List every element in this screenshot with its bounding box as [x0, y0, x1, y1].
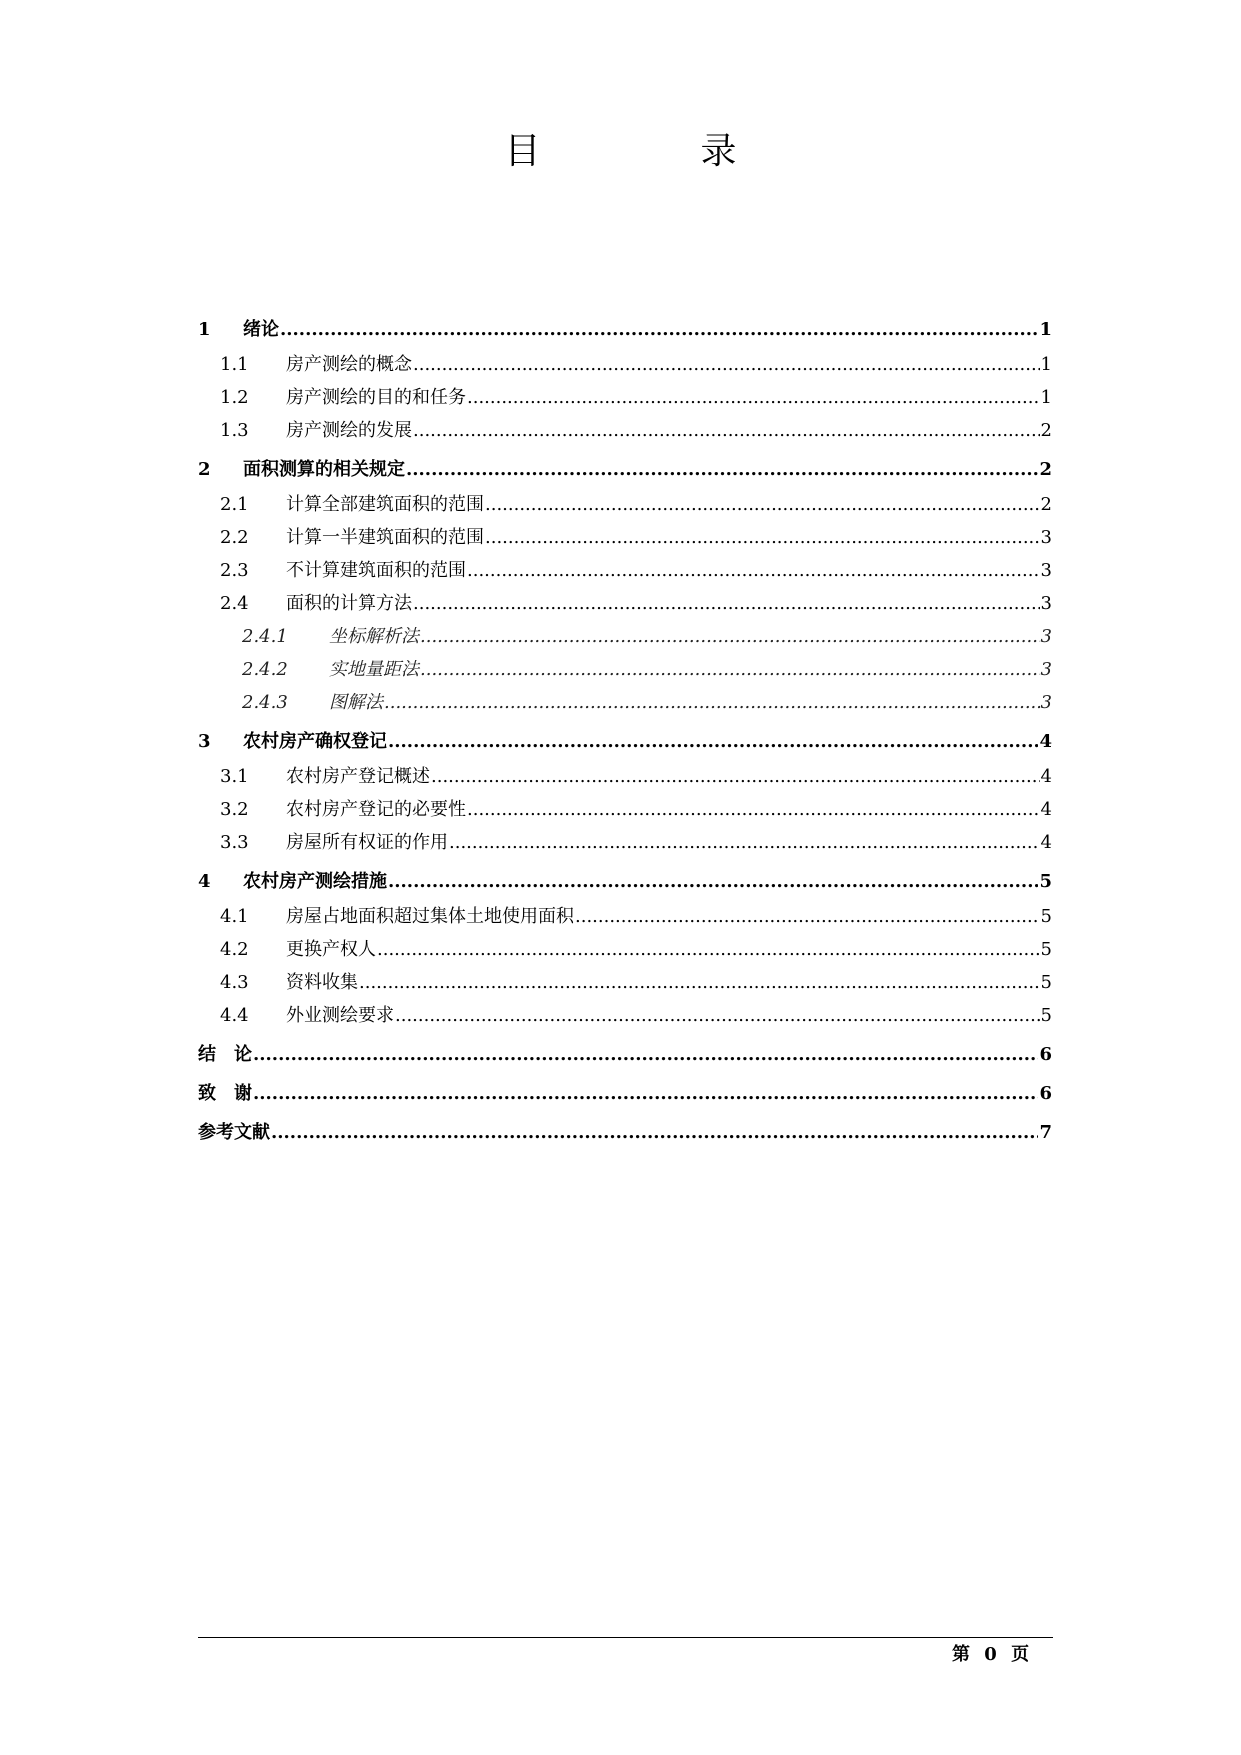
toc-entry[interactable]	[198, 795, 1052, 828]
toc-entry-number: 2.4	[220, 593, 249, 614]
toc-dot-leader	[384, 692, 1040, 713]
toc-entry-title: 农村房产登记概述	[286, 766, 430, 787]
toc-entry-page: 3	[1040, 593, 1052, 614]
toc-entry-page: 3	[1040, 560, 1052, 581]
toc-entry-title: 农村房产确权登记	[243, 731, 387, 752]
footer-page-number: 0	[984, 1644, 997, 1665]
toc-dot-leader	[413, 593, 1040, 614]
toc-entry-title: 资料收集	[286, 972, 358, 993]
toc-entry-page: 2	[1039, 459, 1052, 480]
page-title: 目 录	[504, 131, 799, 172]
toc-entry-page: 5	[1039, 871, 1052, 892]
toc-entry-page: 5	[1040, 1005, 1052, 1026]
toc-entry-page: 4	[1040, 832, 1052, 853]
toc-entry-number: 2.3	[220, 560, 249, 581]
toc-entry-number: 2.4.3	[242, 692, 288, 713]
toc-dot-leader	[388, 731, 1038, 752]
toc-entry-number: 1.1	[220, 354, 249, 375]
toc-dot-leader	[253, 1044, 1038, 1065]
toc-entry-page: 3	[1040, 692, 1052, 713]
toc-entry-page: 4	[1039, 731, 1052, 752]
toc-entry-number: 4.3	[220, 972, 249, 993]
toc-entry-page: 3	[1040, 659, 1052, 680]
toc-entry[interactable]	[198, 935, 1052, 968]
toc-dot-leader	[359, 972, 1040, 993]
toc-entry-title: 更换产权人	[286, 939, 376, 960]
toc-entry-title: 房屋所有权证的作用	[286, 832, 448, 853]
toc-dot-leader	[420, 659, 1040, 680]
toc-entry[interactable]	[198, 867, 1052, 900]
toc-entry-page: 7	[1039, 1122, 1052, 1143]
toc-dot-leader	[253, 1083, 1038, 1104]
toc-dot-leader	[467, 387, 1040, 408]
toc-dot-leader	[431, 766, 1040, 787]
toc-entry-page: 5	[1040, 972, 1052, 993]
toc-dot-leader	[280, 319, 1038, 340]
toc-dot-leader	[413, 354, 1040, 375]
toc-entry-title: 农村房产测绘措施	[243, 871, 387, 892]
toc-entry-title: 结 论	[198, 1044, 252, 1065]
toc-entry[interactable]	[198, 383, 1052, 416]
toc-entry[interactable]	[198, 1040, 1052, 1073]
toc-entry[interactable]	[198, 727, 1052, 760]
toc-entry[interactable]	[198, 622, 1052, 655]
toc-entry-title: 不计算建筑面积的范围	[286, 560, 466, 581]
toc-entry-page: 6	[1039, 1044, 1052, 1065]
toc-entry-number: 1.3	[220, 420, 249, 441]
toc-entry-page: 2	[1040, 494, 1052, 515]
toc-entry[interactable]	[198, 968, 1052, 1001]
toc-entry-page: 3	[1040, 527, 1052, 548]
table-of-contents	[198, 309, 1052, 1151]
toc-entry-number: 3	[198, 731, 211, 752]
toc-entry-number: 2	[198, 459, 211, 480]
toc-dot-leader	[575, 906, 1040, 927]
toc-entry[interactable]	[198, 762, 1052, 795]
toc-entry[interactable]	[198, 688, 1052, 721]
toc-entry[interactable]	[198, 1001, 1052, 1034]
toc-entry-page: 1	[1040, 354, 1052, 375]
toc-entry[interactable]	[198, 1079, 1052, 1112]
toc-entry-number: 4	[198, 871, 211, 892]
toc-entry[interactable]	[198, 902, 1052, 935]
toc-entry-number: 2.1	[220, 494, 249, 515]
toc-entry-number: 1	[198, 319, 211, 340]
toc-entry[interactable]	[198, 556, 1052, 589]
footer-divider	[198, 1637, 1053, 1638]
toc-entry-title: 面积测算的相关规定	[243, 459, 405, 480]
toc-entry-title: 绪论	[243, 319, 279, 340]
toc-entry-page: 5	[1040, 939, 1052, 960]
footer-prefix: 第	[952, 1644, 970, 1665]
toc-dot-leader	[413, 420, 1040, 441]
toc-entry-title: 致 谢	[198, 1083, 252, 1104]
toc-entry-number: 4.1	[220, 906, 249, 927]
toc-entry-page: 4	[1040, 799, 1052, 820]
toc-entry-page: 6	[1039, 1083, 1052, 1104]
toc-entry-number: 3.3	[220, 832, 249, 853]
toc-entry-title: 图解法	[329, 692, 383, 713]
toc-entry[interactable]	[198, 828, 1052, 861]
toc-dot-leader	[377, 939, 1040, 960]
toc-entry-page: 5	[1040, 906, 1052, 927]
toc-entry[interactable]	[198, 589, 1052, 622]
toc-entry[interactable]	[198, 315, 1052, 348]
toc-entry-number: 2.2	[220, 527, 249, 548]
toc-entry-title: 外业测绘要求	[286, 1005, 394, 1026]
toc-dot-leader	[420, 626, 1040, 647]
toc-entry-number: 1.2	[220, 387, 249, 408]
toc-entry-title: 面积的计算方法	[286, 593, 412, 614]
toc-entry-title: 参考文献	[198, 1122, 270, 1143]
toc-entry-number: 3.2	[220, 799, 249, 820]
toc-entry-page: 4	[1040, 766, 1052, 787]
toc-entry-title: 房屋占地面积超过集体土地使用面积	[286, 906, 574, 927]
toc-dot-leader	[467, 560, 1040, 581]
toc-dot-leader	[388, 871, 1038, 892]
toc-entry[interactable]	[198, 350, 1052, 383]
toc-dot-leader	[485, 527, 1040, 548]
toc-entry-page: 1	[1040, 387, 1052, 408]
toc-dot-leader	[485, 494, 1040, 515]
toc-entry-page: 1	[1039, 319, 1052, 340]
toc-entry-number: 3.1	[220, 766, 249, 787]
page-footer	[952, 1640, 1029, 1666]
toc-entry-title: 房产测绘的概念	[286, 354, 412, 375]
toc-dot-leader	[395, 1005, 1040, 1026]
toc-entry-number: 4.4	[220, 1005, 249, 1026]
toc-entry-title: 计算一半建筑面积的范围	[286, 527, 484, 548]
toc-dot-leader	[406, 459, 1038, 480]
toc-dot-leader	[449, 832, 1040, 853]
toc-entry-title: 坐标解析法	[329, 626, 419, 647]
toc-entry[interactable]	[198, 455, 1052, 488]
toc-entry-number: 4.2	[220, 939, 249, 960]
footer-suffix: 页	[1011, 1644, 1030, 1665]
toc-dot-leader	[271, 1122, 1038, 1143]
toc-entry-title: 房产测绘的目的和任务	[286, 387, 466, 408]
toc-entry[interactable]	[198, 523, 1052, 556]
toc-entry-title: 农村房产登记的必要性	[286, 799, 466, 820]
toc-entry-title: 实地量距法	[329, 659, 419, 680]
toc-dot-leader	[467, 799, 1040, 820]
toc-entry-title: 计算全部建筑面积的范围	[286, 494, 484, 515]
toc-entry-page: 2	[1040, 420, 1052, 441]
toc-entry[interactable]	[198, 655, 1052, 688]
toc-entry[interactable]	[198, 490, 1052, 523]
toc-entry[interactable]	[198, 1118, 1052, 1151]
toc-entry-number: 2.4.2	[242, 659, 288, 680]
toc-entry[interactable]	[198, 416, 1052, 449]
toc-entry-title: 房产测绘的发展	[286, 420, 412, 441]
toc-entry-page: 3	[1040, 626, 1052, 647]
toc-entry-number: 2.4.1	[242, 626, 288, 647]
